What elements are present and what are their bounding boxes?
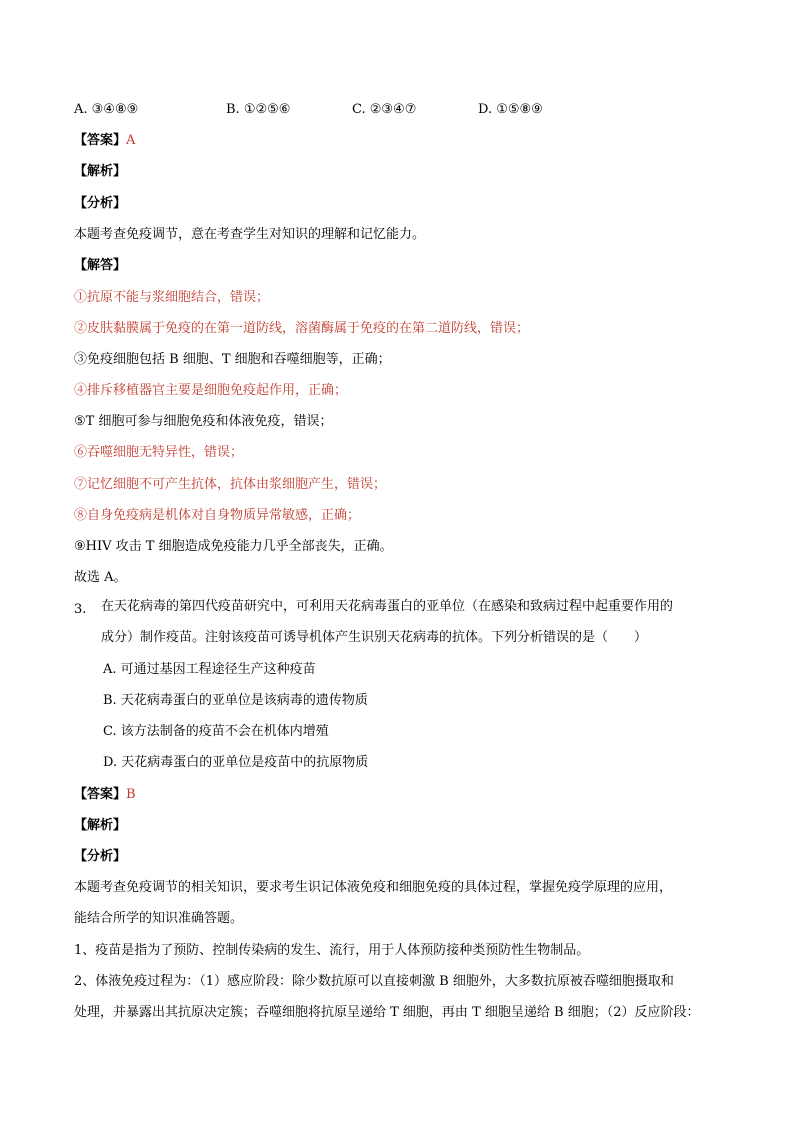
q2-option-b: B. ①②⑤⑥ — [226, 102, 291, 117]
q3-analysis-tag: 【解析】 — [74, 818, 127, 833]
q3-option-b: B. 天花病毒蛋白的亚单位是该病毒的遗传物质 — [103, 693, 368, 708]
q3-fenxi-line2: 能结合所学的知识准确答题。 — [74, 911, 244, 926]
q3-fenxi-tag: 【分析】 — [74, 849, 127, 864]
q3-option-c: C. 该方法制备的疫苗不会在机体内增殖 — [103, 724, 329, 739]
q2-fenxi-text: 本题考查免疫调节，意在考查学生对知识的理解和记忆能力。 — [74, 227, 426, 242]
q2-answer — [74, 131, 135, 151]
q3-answer — [74, 785, 136, 805]
q2-fenxi-tag: 【分析】 — [74, 196, 127, 211]
q2-conclusion: 故选 A。 — [74, 570, 127, 585]
q2-item-3: ③免疫细胞包括 B 细胞、T 细胞和吞噬细胞等，正确； — [74, 352, 391, 367]
q2-item-7: ⑦记忆细胞不可产生抗体，抗体由浆细胞产生，错误； — [74, 477, 387, 492]
q2-answer-tag: 【答案】 — [74, 133, 127, 148]
q2-item-4: ④排斥移植器官主要是细胞免疫起作用，正确； — [74, 383, 348, 398]
q2-item-2: ②皮肤黏膜属于免疫的在第一道防线，溶菌酶属于免疫的在第二道防线，错误； — [74, 321, 530, 336]
q2-item-5: ⑤T 细胞可参与细胞免疫和体液免疫，错误； — [74, 414, 333, 429]
q3-answer-tag: 【答案】 — [74, 787, 127, 802]
q2-analysis-tag: 【解析】 — [74, 164, 127, 179]
q3-point-1: 1、疫苗是指为了预防、控制传染病的发生、流行，用于人体预防接种类预防性生物制品。 — [74, 943, 590, 958]
q2-item-6: ⑥吞噬细胞无特异性，错误； — [74, 445, 244, 460]
q3-option-d: D. 天花病毒蛋白的亚单位是疫苗中的抗原物质 — [103, 755, 369, 770]
q2-item-8: ⑧自身免疫病是机体对自身物质异常敏感，正确； — [74, 508, 361, 523]
q2-jieda-tag: 【解答】 — [74, 258, 127, 273]
q3-fenxi-line1: 本题考查免疫调节的相关知识，要求考生识记体液免疫和细胞免疫的具体过程，掌握免疫学原理的应用， — [74, 880, 673, 895]
q3-point-2-line1: 2、体液免疫过程为：（1）感应阶段：除少数抗原可以直接刺激 B 细胞外，大多数抗原被吞噬细胞摄取和 — [74, 974, 674, 989]
q3-point-2-line2: 处理，并暴露出其抗原决定簇；吞噬细胞将抗原呈递给 T 细胞，再由 T 细胞呈递给 B 细胞；（2）反应阶段： — [74, 1005, 700, 1020]
q3-option-a: A. 可通过基因工程途径生产这种疫苗 — [103, 662, 316, 677]
q2-answer-value: A — [126, 133, 136, 148]
q3-stem-line1: 在天花病毒的第四代疫苗研究中，可利用天花病毒蛋白的亚单位（在感染和致病过程中起重要作用的 — [101, 599, 674, 614]
q3-answer-value: B — [126, 787, 136, 802]
q2-item-9: ⑨HIV 攻击 T 细胞造成免疫能力几乎全部丧失，正确。 — [74, 539, 393, 554]
q2-item-1: ①抗原不能与浆细胞结合，错误； — [74, 290, 270, 305]
q2-option-c: C. ②③④⑦ — [352, 102, 417, 117]
q2-option-d: D. ①⑤⑧⑨ — [478, 102, 543, 117]
q3-stem-line2: 成分）制作疫苗。注射该疫苗可诱导机体产生识别天花病毒的抗体。下列分析错误的是（ ） — [101, 630, 648, 645]
q2-option-a: A. ③④⑧⑨ — [74, 102, 139, 117]
q3-number: 3. — [74, 602, 87, 617]
